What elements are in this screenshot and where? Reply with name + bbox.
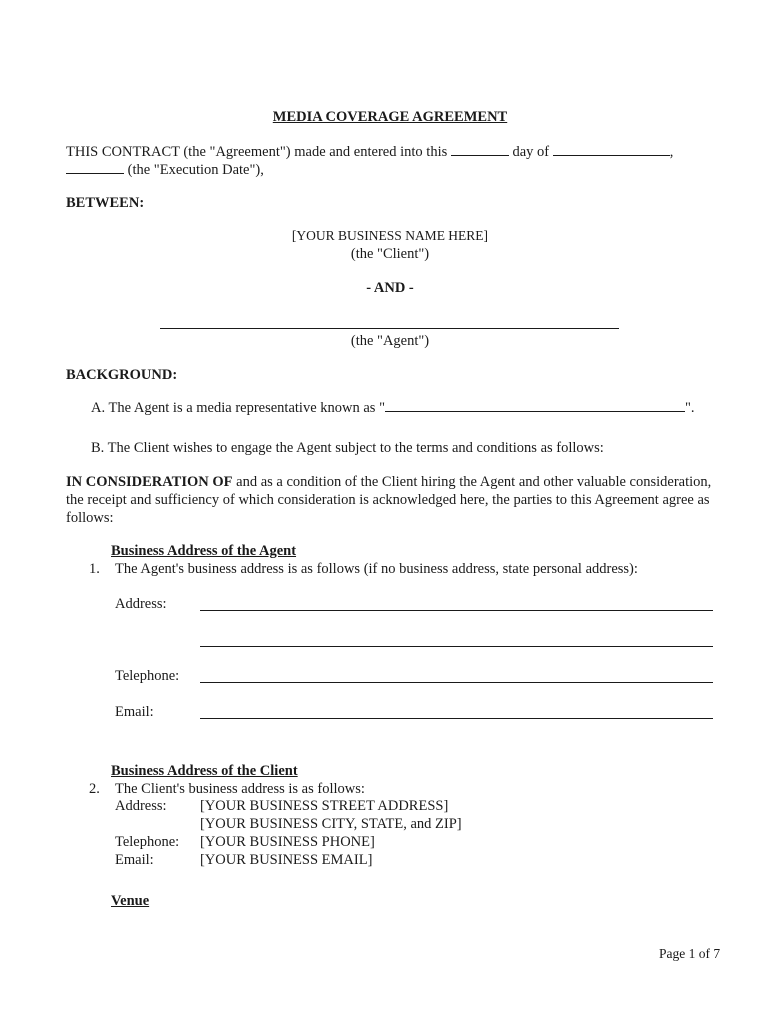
client-email-label: Email: — [115, 852, 154, 868]
execution-year-blank[interactable] — [66, 161, 124, 174]
agent-known-as-blank[interactable] — [385, 399, 685, 412]
background-b-text: The Client wishes to engage the Agent subject to the terms and conditions as follows: — [107, 440, 604, 456]
consideration-paragraph — [66, 473, 716, 527]
section2-heading: Business Address of the Client — [111, 763, 298, 779]
consideration-text: and as a condition of the Client hiring the Agent and other valuable consideration, the receipt and sufficiency of which consideration is acknowledged here, the parties to this Agreement agree as follows: — [66, 474, 712, 526]
agent-address-line-2[interactable] — [200, 646, 713, 647]
consideration-bold: IN CONSIDERATION OF — [66, 474, 233, 490]
section1-heading: Business Address of the Agent — [111, 543, 297, 559]
page-number: Page 1 of 7 — [659, 946, 721, 961]
intro-text-1: THIS CONTRACT (the "Agreement") made and entered into this — [66, 144, 448, 160]
client-label: (the "Client") — [350, 246, 430, 262]
intro-line-1 — [66, 143, 673, 161]
background-a-suffix: ". — [684, 400, 695, 416]
agent-address-line-1[interactable] — [200, 610, 713, 611]
agent-label: (the "Agent") — [350, 333, 430, 349]
client-address-line-1: [YOUR BUSINESS STREET ADDRESS] — [200, 798, 449, 814]
and-separator: - AND - — [366, 280, 414, 296]
background-b-prefix: B. — [91, 440, 105, 456]
intro-text-2: day of — [512, 144, 550, 160]
execution-day-blank[interactable] — [451, 143, 509, 156]
agent-telephone-line[interactable] — [200, 682, 713, 683]
agent-email-line[interactable] — [200, 718, 713, 719]
background-item-b — [91, 440, 604, 457]
agent-telephone-label: Telephone: — [115, 668, 180, 684]
client-telephone-label: Telephone: — [115, 834, 180, 850]
agent-name-line[interactable] — [160, 328, 619, 329]
document-title: MEDIA COVERAGE AGREEMENT — [272, 109, 508, 125]
section1-text: The Agent's business address is as follows (if no business address, state personal address): — [115, 561, 638, 577]
venue-heading: Venue — [111, 893, 150, 909]
intro-comma: , — [669, 144, 674, 160]
client-business-name: [YOUR BUSINESS NAME HERE] — [291, 228, 489, 243]
client-address-line-2: [YOUR BUSINESS CITY, STATE, and ZIP] — [200, 816, 462, 832]
client-telephone-value: [YOUR BUSINESS PHONE] — [200, 834, 375, 850]
intro-line-2 — [66, 161, 264, 179]
section1-number: 1. — [89, 561, 100, 577]
client-address-label: Address: — [115, 798, 167, 814]
intro-text-3: (the "Execution Date"), — [127, 162, 264, 178]
agent-address-label: Address: — [115, 596, 167, 612]
agent-email-label: Email: — [115, 704, 154, 720]
between-heading: BETWEEN: — [66, 195, 145, 211]
section2-number: 2. — [89, 781, 100, 797]
section2-text: The Client's business address is as follows: — [115, 781, 365, 797]
background-item-a — [91, 399, 695, 417]
client-email-value: [YOUR BUSINESS EMAIL] — [200, 852, 373, 868]
background-heading: BACKGROUND: — [66, 367, 178, 383]
background-a-prefix: A. — [91, 400, 106, 416]
background-a-text: The Agent is a media representative known as " — [108, 400, 385, 416]
execution-month-blank[interactable] — [553, 143, 670, 156]
